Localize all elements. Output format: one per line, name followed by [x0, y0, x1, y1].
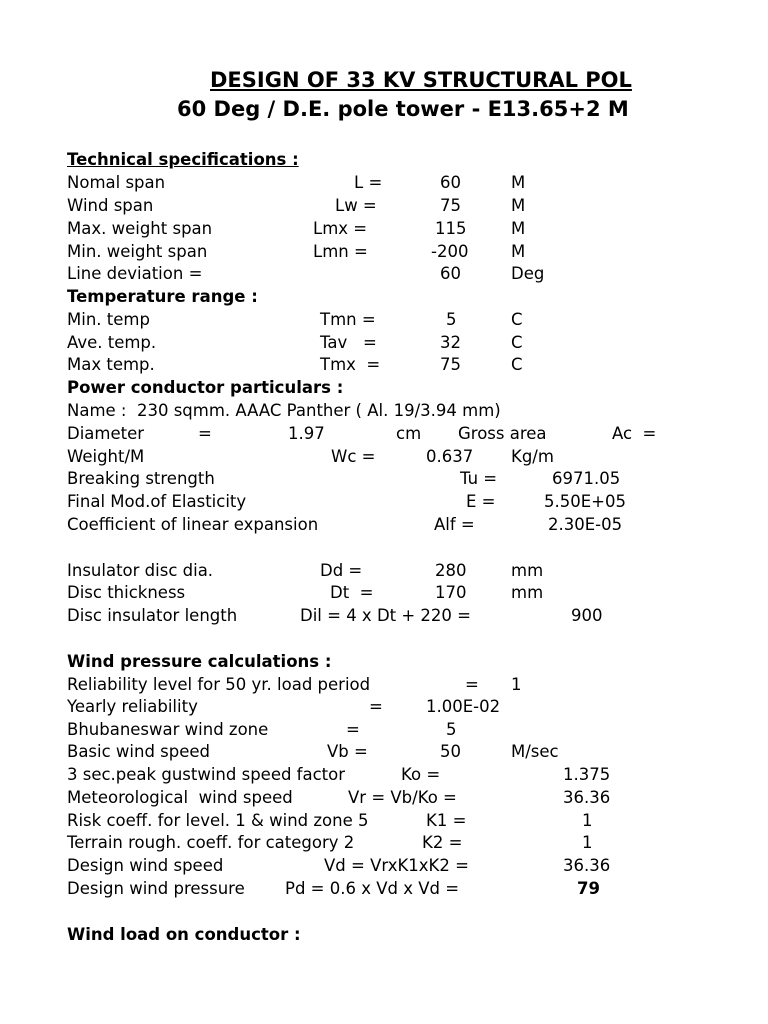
ave-temp-label: Ave. temp. [67, 333, 157, 352]
terrain-coeff-symbol: K2 = [422, 833, 463, 852]
disc-thickness-label: Disc thickness [67, 583, 186, 602]
met-wind-speed-formula: Vr = Vb/Ko = [348, 788, 457, 807]
disc-length-label: Disc insulator length [67, 606, 238, 625]
expansion-symbol: Alf = [434, 515, 475, 534]
min-temp-unit: C [511, 310, 523, 329]
min-weight-span-unit: M [511, 242, 526, 261]
wind-pressure-heading: Wind pressure calculations : [67, 652, 332, 671]
min-temp-label: Min. temp [67, 310, 150, 329]
diameter-unit: cm [396, 424, 422, 443]
disc-thickness-symbol: Dt = [330, 583, 374, 602]
expansion-value: 2.30E-05 [548, 515, 623, 534]
line-deviation-unit: Deg [511, 264, 545, 283]
elasticity-label: Final Mod.of Elasticity [67, 492, 247, 511]
temperature-heading: Temperature range : [67, 287, 258, 306]
risk-coeff-value: 1 [582, 811, 593, 830]
max-weight-span-symbol: Lmx = [313, 219, 368, 238]
tech-spec-heading: Technical specifications : [67, 150, 299, 169]
basic-wind-speed-symbol: Vb = [327, 742, 368, 761]
min-weight-span-symbol: Lmn = [313, 242, 368, 261]
ave-temp-value: 32 [440, 333, 461, 352]
design-wind-pressure-value: 79 [577, 879, 600, 898]
max-weight-span-value: 115 [435, 219, 467, 238]
document-title: DESIGN OF 33 KV STRUCTURAL POL [210, 68, 632, 92]
disc-thickness-value: 170 [435, 583, 467, 602]
nominal-span-label: Nomal span [67, 173, 166, 192]
wind-span-unit: M [511, 196, 526, 215]
disc-dia-unit: mm [511, 561, 544, 580]
basic-wind-speed-label: Basic wind speed [67, 742, 211, 761]
ave-temp-symbol: Tav = [320, 333, 377, 352]
design-wind-speed-label: Design wind speed [67, 856, 224, 875]
conductor-heading: Power conductor particulars : [67, 378, 344, 397]
breaking-strength-value: 6971.05 [552, 469, 621, 488]
disc-dia-symbol: Dd = [320, 561, 363, 580]
nominal-span-unit: M [511, 173, 526, 192]
risk-coeff-label: Risk coeff. for level. 1 & wind zone 5 [67, 811, 369, 830]
breaking-strength-label: Breaking strength [67, 469, 215, 488]
line-deviation-value: 60 [440, 264, 461, 283]
basic-wind-speed-unit: M/sec [511, 742, 559, 761]
breaking-strength-symbol: Tu = [460, 469, 498, 488]
max-temp-unit: C [511, 355, 523, 374]
reliability-equals: = [465, 675, 479, 694]
terrain-coeff-value: 1 [582, 833, 593, 852]
min-weight-span-value: -200 [431, 242, 469, 261]
yearly-reliability-value: 1.00E-02 [426, 697, 501, 716]
max-temp-label: Max temp. [67, 355, 155, 374]
weight-label: Weight/M [67, 447, 145, 466]
gross-area-symbol: Ac = [612, 424, 657, 443]
expansion-label: Coefficient of linear expansion [67, 515, 319, 534]
disc-thickness-unit: mm [511, 583, 544, 602]
design-wind-speed-formula: Vd = VrxK1xK2 = [324, 856, 469, 875]
yearly-reliability-equals: = [369, 697, 383, 716]
weight-symbol: Wc = [331, 447, 376, 466]
wind-span-value: 75 [440, 196, 461, 215]
conductor-name: Name : 230 sqmm. AAAC Panther ( Al. 19/3.94 mm) [67, 401, 501, 420]
reliability-label: Reliability level for 50 yr. load period [67, 675, 371, 694]
wind-zone-equals: = [346, 720, 360, 739]
min-weight-span-label: Min. weight span [67, 242, 208, 261]
diameter-value: 1.97 [288, 424, 325, 443]
wind-zone-label: Bhubaneswar wind zone [67, 720, 269, 739]
basic-wind-speed-value: 50 [440, 742, 461, 761]
gust-factor-value: 1.375 [563, 765, 611, 784]
design-wind-speed-value: 36.36 [563, 856, 611, 875]
disc-length-formula: Dil = 4 x Dt + 220 = [300, 606, 471, 625]
max-temp-value: 75 [440, 355, 461, 374]
line-deviation-label: Line deviation = [67, 264, 203, 283]
design-wind-pressure-formula: Pd = 0.6 x Vd x Vd = [285, 879, 460, 898]
gust-factor-symbol: Ko = [401, 765, 441, 784]
disc-length-value: 900 [571, 606, 603, 625]
diameter-label: Diameter [67, 424, 145, 443]
weight-value: 0.637 [426, 447, 474, 466]
diameter-equals: = [198, 424, 212, 443]
reliability-value: 1 [511, 675, 522, 694]
risk-coeff-symbol: K1 = [426, 811, 467, 830]
wind-span-symbol: Lw = [335, 196, 377, 215]
max-weight-span-unit: M [511, 219, 526, 238]
design-wind-pressure-label: Design wind pressure [67, 879, 245, 898]
met-wind-speed-label: Meteorological wind speed [67, 788, 293, 807]
nominal-span-value: 60 [440, 173, 461, 192]
max-weight-span-label: Max. weight span [67, 219, 213, 238]
gust-factor-label: 3 sec.peak gustwind speed factor [67, 765, 346, 784]
disc-dia-label: Insulator disc dia. [67, 561, 214, 580]
ave-temp-unit: C [511, 333, 523, 352]
terrain-coeff-label: Terrain rough. coeff. for category 2 [67, 833, 355, 852]
disc-dia-value: 280 [435, 561, 467, 580]
min-temp-symbol: Tmn = [320, 310, 376, 329]
elasticity-symbol: E = [466, 492, 496, 511]
min-temp-value: 5 [446, 310, 457, 329]
met-wind-speed-value: 36.36 [563, 788, 611, 807]
wind-zone-value: 5 [446, 720, 457, 739]
weight-unit: Kg/m [511, 447, 554, 466]
nominal-span-symbol: L = [354, 173, 383, 192]
gross-area-label: Gross area [458, 424, 547, 443]
wind-span-label: Wind span [67, 196, 154, 215]
document-subtitle: 60 Deg / D.E. pole tower - E13.65+2 M [177, 97, 629, 121]
yearly-reliability-label: Yearly reliability [67, 697, 198, 716]
max-temp-symbol: Tmx = [320, 355, 381, 374]
wind-load-heading: Wind load on conductor : [67, 925, 301, 944]
elasticity-value: 5.50E+05 [544, 492, 626, 511]
